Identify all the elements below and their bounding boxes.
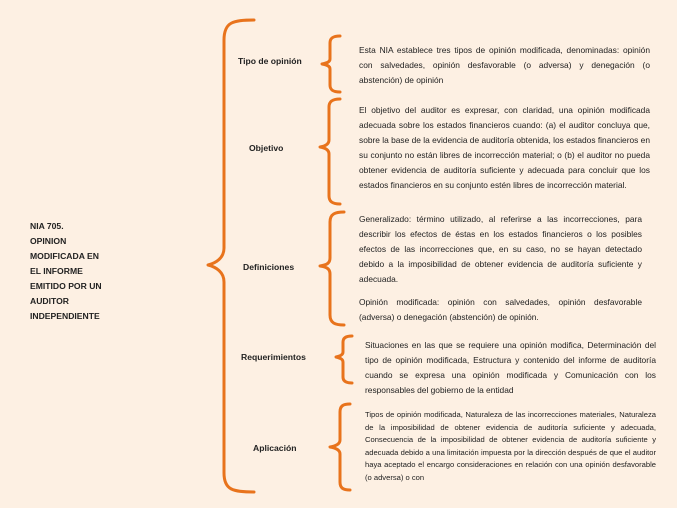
branch-text-tipo-opinion: [359, 43, 650, 88]
branch-label-requerimientos: Requerimientos: [241, 352, 306, 362]
branch-label-definiciones: Definiciones: [243, 262, 295, 272]
brace-tipo-opinion: [322, 36, 340, 92]
branch-text-requerimientos: [365, 338, 656, 398]
branch-text-definiciones: [359, 212, 642, 325]
root-topic: NIA 705. OPINION MODIFICADA EN EL INFORME EMITIDO POR UN AUDITOR INDEPENDIENTE: [30, 221, 102, 321]
paragraph: Esta NIA establece tres tipos de opinión modificada, denominadas: opinión con salvedades, opinión desfavorable (o adversa) y denegación (o abstención) de opinión: [359, 45, 650, 85]
brace-objetivo: [320, 99, 340, 204]
branch-text-objetivo: [359, 103, 650, 193]
branch-label-aplicacion: Aplicación: [253, 443, 297, 453]
branch-label-objetivo: Objetivo: [249, 143, 284, 153]
paragraph: El objetivo del auditor es expresar, con claridad, una opinión modificada adecuada sobre los estados financieros cuando: (a) el auditor concluya que, sobre la base de la evidencia de auditoría obtenida, los estados financieros en su conjunto no están libres de incorrección material; o (b) el auditor no pueda obtener evidencia de auditoría suficiente y adecuada para concluir que los estados financieros en su conjunto estén libres de incorrección material.: [359, 105, 650, 190]
main-brace: [208, 20, 254, 492]
branch-label-tipo-opinion: Tipo de opinión: [238, 56, 302, 66]
paragraph: Generalizado: término utilizado, al referirse a las incorrecciones, para describir los efectos de éstas en los estados financieros o los posibles efectos de las incorrecciones que, en su caso, no se hayan detectado debido a la imposibilidad de obtener evidencia de auditoría suficiente y adecuada.: [359, 214, 642, 284]
branch-text-aplicacion: [365, 409, 656, 484]
paragraph: Situaciones en las que se requiere una opinión modifica, Determinación del tipo de opinión modificada, Estructura y contenido del informe de auditoría cuando se expresa una opinión modificada y Comunicación con los responsables del gobierno de la entidad: [365, 340, 656, 395]
paragraph: Opinión modificada: opinión con salvedades, opinión desfavorable (adversa) o denegación (abstención) de opinión.: [359, 297, 642, 322]
brace-requerimientos: [336, 336, 352, 383]
brace-aplicacion: [330, 404, 350, 490]
paragraph: Tipos de opinión modificada, Naturaleza de las incorrecciones materiales, Naturaleza de la imposibilidad de obtener evidencia de auditoría suficiente y adecuada, Consecuencia de la imposibilidad de obtener evidencia de auditoría suficiente y adecuada debido a una limitación impuesta por la dirección después de que el auditor haya aceptado el encargo consideraciones en relación con una opinión desfavorable (o adversa) o con: [365, 410, 656, 482]
brace-definiciones: [320, 212, 344, 325]
